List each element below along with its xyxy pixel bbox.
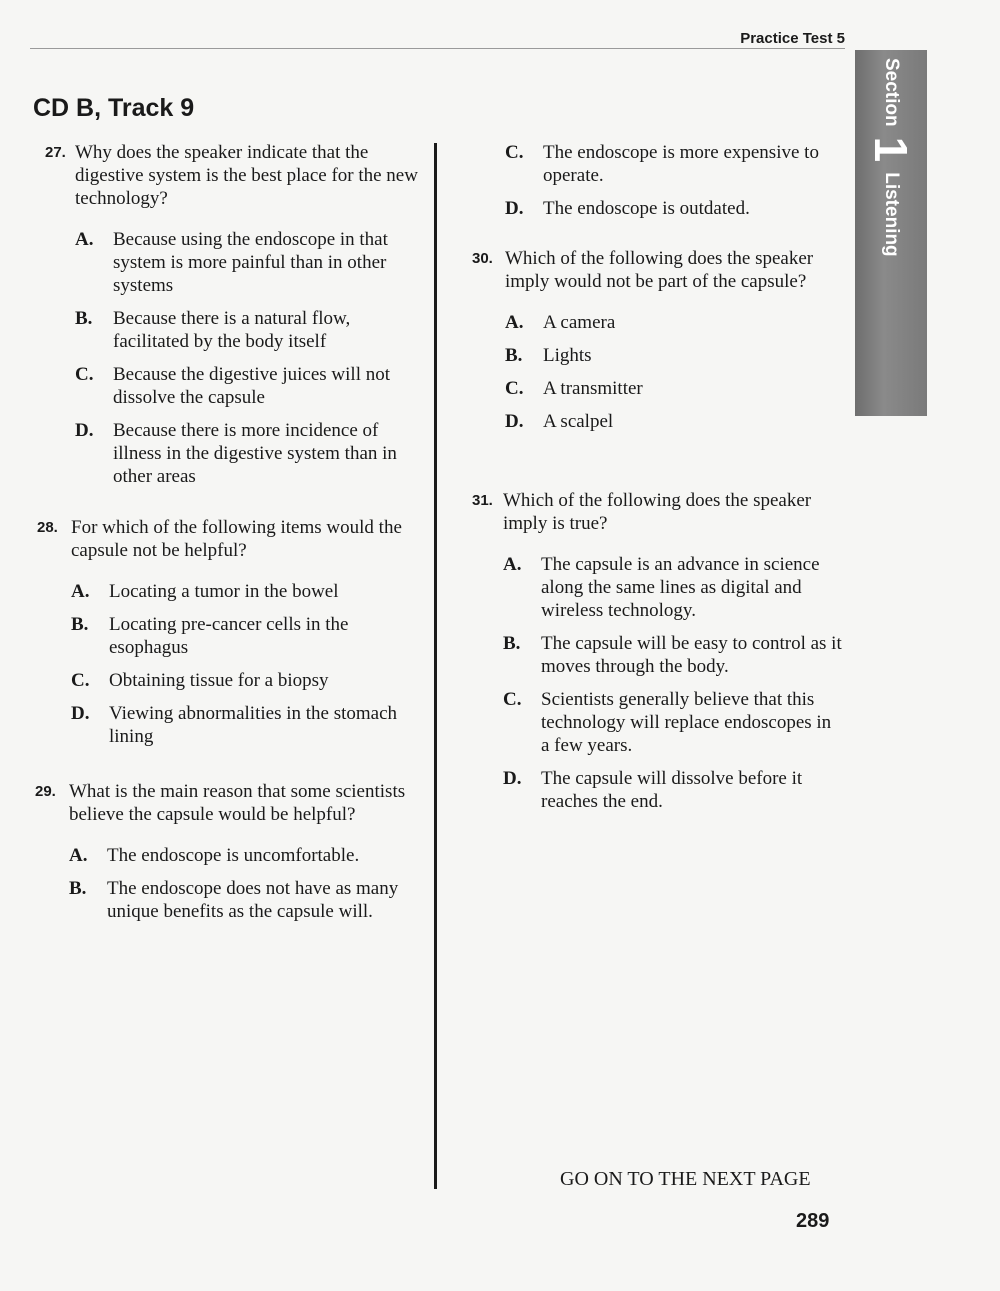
option-a[interactable] bbox=[71, 580, 422, 603]
option-letter: A. bbox=[505, 312, 524, 333]
track-title: CD B, Track 9 bbox=[33, 94, 195, 122]
question-27 bbox=[45, 141, 425, 498]
option-letter: B. bbox=[69, 878, 87, 899]
option-letter: A. bbox=[71, 581, 90, 602]
question-stem: What is the main reason that some scientists believe the capsule would be helpful? bbox=[69, 781, 406, 825]
option-letter: C. bbox=[505, 378, 524, 399]
question-31 bbox=[472, 489, 842, 823]
option-text: Obtaining tissue for a biopsy bbox=[109, 670, 329, 691]
option-letter: B. bbox=[75, 308, 93, 329]
option-text: Because the digestive juices will not dissolve the capsule bbox=[113, 364, 391, 408]
question-29 bbox=[35, 780, 420, 933]
option-text: The capsule is an advance in science along the same lines as digital and wireless technology. bbox=[541, 554, 820, 621]
option-letter: D. bbox=[71, 703, 90, 724]
question-number: 27. bbox=[45, 144, 66, 161]
option-text: A transmitter bbox=[543, 378, 643, 399]
section-tab bbox=[855, 50, 927, 416]
option-letter: A. bbox=[69, 845, 88, 866]
option-text: Because using the endoscope in that system is more painful than in other systems bbox=[113, 229, 388, 296]
option-letter: D. bbox=[505, 198, 524, 219]
section-tab-label: Section bbox=[881, 58, 902, 127]
option-text: A scalpel bbox=[543, 411, 614, 432]
option-text: The endoscope is uncomfortable. bbox=[107, 845, 360, 866]
column-divider bbox=[434, 143, 437, 1189]
option-b[interactable] bbox=[71, 613, 422, 659]
question-30 bbox=[472, 247, 842, 443]
option-d[interactable] bbox=[505, 197, 845, 220]
question-number: 28. bbox=[37, 519, 58, 536]
option-d[interactable] bbox=[75, 419, 425, 488]
option-d[interactable] bbox=[503, 767, 842, 813]
option-text: The capsule will dissolve before it reaches the end. bbox=[541, 768, 803, 812]
option-b[interactable] bbox=[503, 632, 842, 678]
question-number: 30. bbox=[472, 250, 493, 267]
option-text: Locating a tumor in the bowel bbox=[109, 581, 339, 602]
option-c[interactable] bbox=[505, 377, 842, 400]
option-c[interactable] bbox=[71, 669, 422, 692]
option-text: Lights bbox=[543, 345, 592, 366]
question-number: 29. bbox=[35, 783, 56, 800]
option-letter: A. bbox=[75, 229, 94, 250]
option-letter: B. bbox=[505, 345, 523, 366]
section-tab-title: Listening bbox=[881, 172, 902, 257]
option-letter: C. bbox=[75, 364, 94, 385]
option-text: Viewing abnormalities in the stomach lining bbox=[109, 703, 398, 747]
option-b[interactable] bbox=[505, 344, 842, 367]
option-letter: D. bbox=[75, 420, 94, 441]
option-letter: B. bbox=[71, 614, 89, 635]
question-number: 31. bbox=[472, 492, 493, 509]
option-text: A camera bbox=[543, 312, 616, 333]
running-head bbox=[30, 28, 845, 49]
option-letter: D. bbox=[503, 768, 522, 789]
running-head-text: Practice Test 5 bbox=[740, 30, 845, 47]
option-a[interactable] bbox=[75, 228, 425, 297]
next-page-cue: GO ON TO THE NEXT PAGE bbox=[560, 1168, 811, 1190]
option-text: The endoscope is more expensive to operate. bbox=[543, 142, 819, 186]
question-stem: Which of the following does the speaker imply is true? bbox=[503, 490, 812, 534]
option-text: Because there is more incidence of illness in the digestive system than in other areas bbox=[113, 420, 397, 487]
option-text: Because there is a natural flow, facilitated by the body itself bbox=[113, 308, 351, 352]
option-letter: D. bbox=[505, 411, 524, 432]
option-letter: C. bbox=[71, 670, 90, 691]
option-b[interactable] bbox=[69, 877, 420, 923]
question-28 bbox=[37, 516, 422, 758]
option-a[interactable] bbox=[69, 844, 420, 867]
question-stem: Which of the following does the speaker imply would not be part of the capsule? bbox=[505, 248, 814, 292]
option-text: The capsule will be easy to control as it moves through the body. bbox=[541, 633, 842, 677]
option-letter: A. bbox=[503, 554, 522, 575]
option-text: Locating pre-cancer cells in the esophagus bbox=[109, 614, 349, 658]
option-c[interactable] bbox=[75, 363, 425, 409]
option-text: The endoscope is outdated. bbox=[543, 198, 750, 219]
option-d[interactable] bbox=[505, 410, 842, 433]
option-c[interactable] bbox=[505, 141, 845, 187]
option-a[interactable] bbox=[503, 553, 842, 622]
option-a[interactable] bbox=[505, 311, 842, 334]
option-c[interactable] bbox=[503, 688, 842, 757]
option-b[interactable] bbox=[75, 307, 425, 353]
option-text: Scientists generally believe that this technology will replace endoscopes in a few years. bbox=[541, 689, 832, 756]
option-letter: C. bbox=[505, 142, 524, 163]
option-text: The endoscope does not have as many unique benefits as the capsule will. bbox=[107, 878, 399, 922]
option-letter: C. bbox=[503, 689, 522, 710]
option-letter: B. bbox=[503, 633, 521, 654]
question-stem: For which of the following items would the capsule not be helpful? bbox=[71, 517, 402, 561]
section-tab-number: 1 bbox=[865, 136, 917, 163]
question-29-continued bbox=[505, 141, 845, 230]
question-stem: Why does the speaker indicate that the digestive system is the best place for the new technology? bbox=[75, 142, 418, 209]
page-number: 289 bbox=[796, 1210, 830, 1232]
option-d[interactable] bbox=[71, 702, 422, 748]
